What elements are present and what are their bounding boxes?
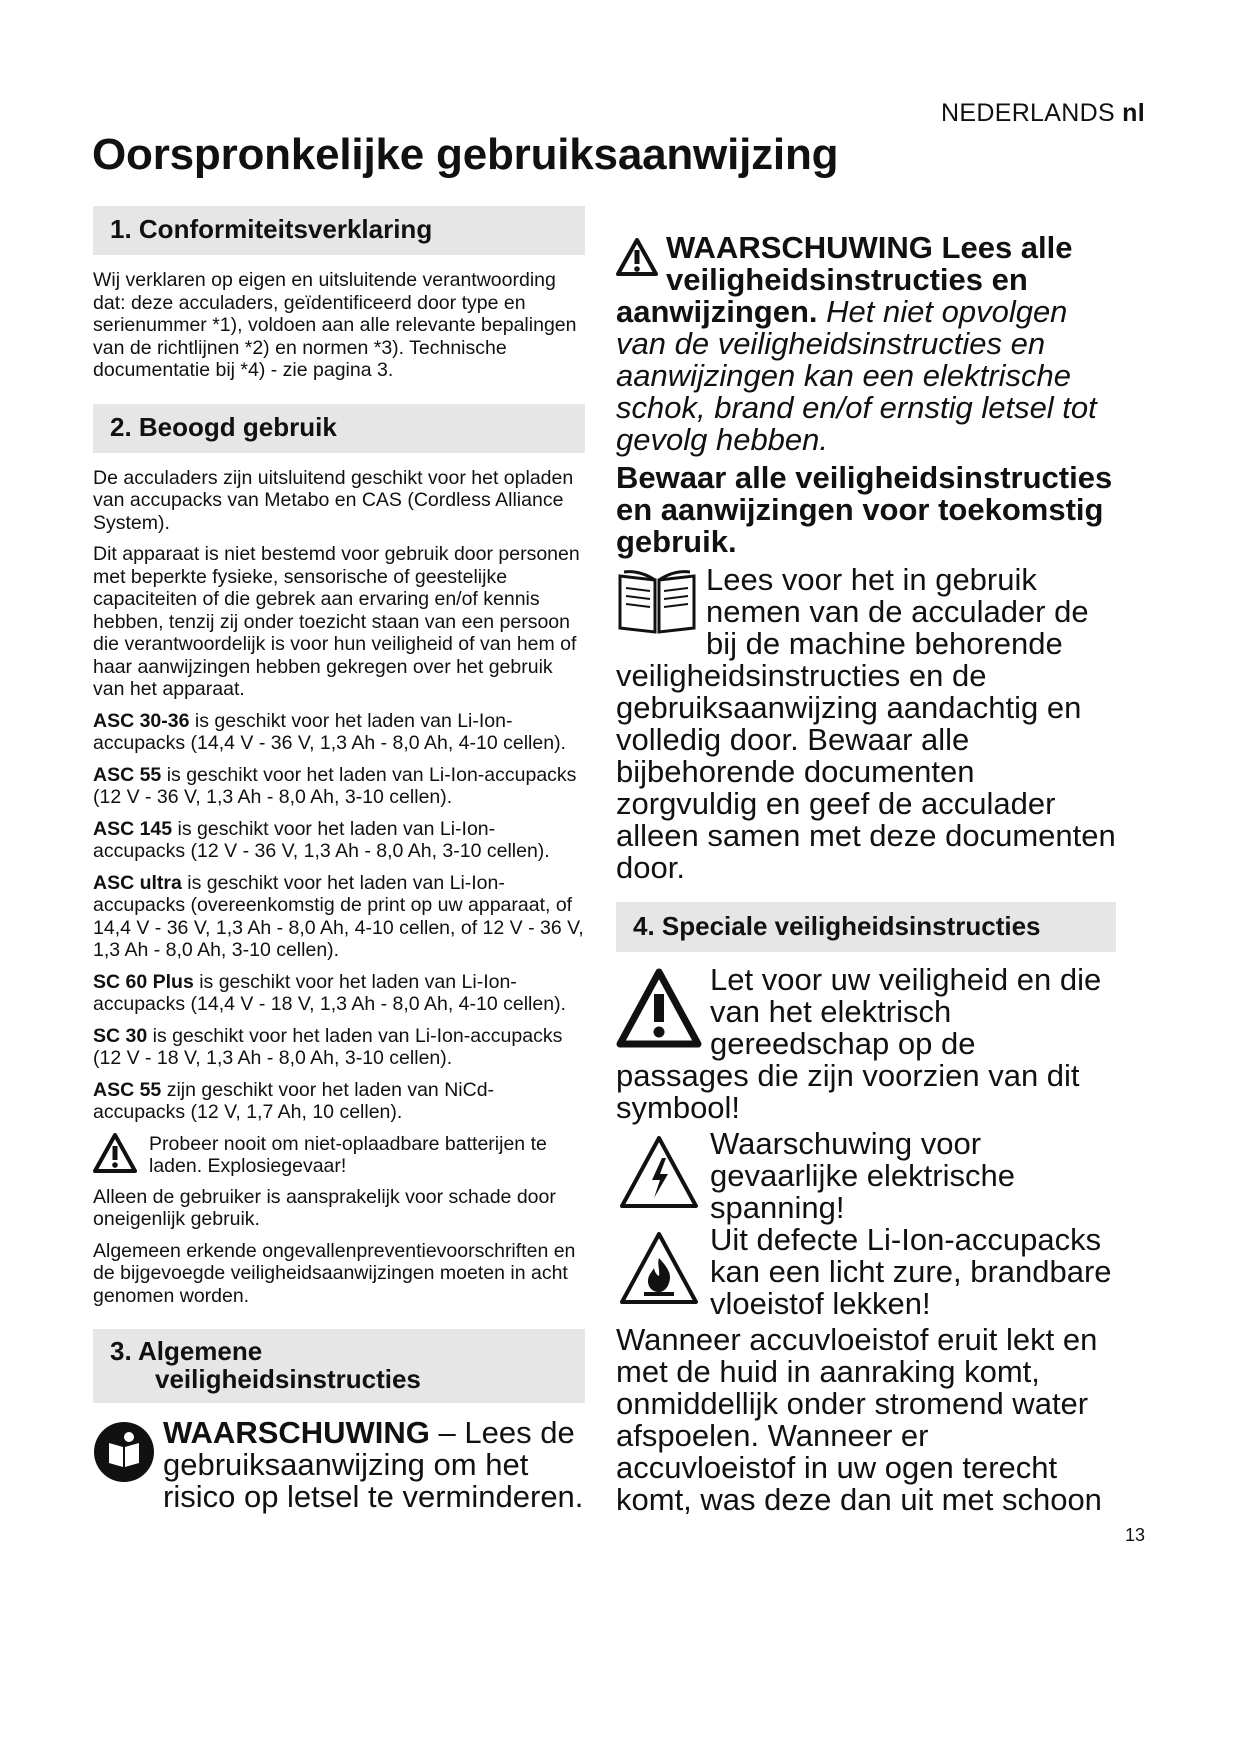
section-2-p4: Algemeen erkende ongevallenpreventievoorschriften en de bijgevoegde veiligheidsaanwijzingen moeten in acht genomen worden. (93, 1239, 576, 1307)
page-number: 13 (1124, 1525, 1145, 1545)
section-2-p2: Dit apparaat is niet bestemd voor gebruik door personen met beperkte fysieke, sensorische of geestelijke capaciteiten of die gebrek aan ervaring en/of kennis hebben, tenzij zij onder toezicht staan van een persoon die verantwoordelijk is voor hun veiligheid of van hem of haar aanwijzingen hebben gekregen over het gebruik van het apparaat. (93, 543, 580, 700)
section-2-body (93, 467, 585, 1308)
language-label: NEDERLANDS (941, 99, 1115, 127)
language-code: nl (1122, 99, 1145, 127)
general-warning-title: WAARSCHUWING Lees alle veiligheidsinstructies en aanwijzingen. (616, 230, 1073, 329)
section-2-p1: De acculaders zijn uitsluitend geschikt voor het opladen van accupacks van Metabo en CAS (Cordless Alliance System). (93, 466, 574, 534)
model-entry: ASC 55 is geschikt voor het laden van Li-Ion-accupacks (12 V - 36 V, 1,3 Ah - 8,0 Ah, 3-10 cellen). (93, 763, 577, 808)
section-3-heading: 3. Algemene veiligheidsinstructies (93, 1329, 585, 1403)
model-entry: ASC ultra is geschikt voor het laden van Li-Ion-accupacks (overeenkomstig de print op uw apparaat, of 14,4 V - 36 V, 1,3 Ah - 8,0 Ah, 4-10 cellen, of 12 V - 36 V, 1,3 Ah - 8,0 Ah, 3-10 cellen). (93, 871, 584, 961)
symbol-note-text: Let voor uw veiligheid en die van het elektrisch gereedschap op de passages die zijn voorzien van dit symbool! (616, 962, 1102, 1125)
model-name: ASC 55 (93, 763, 162, 786)
model-name: ASC ultra (93, 871, 182, 894)
voltage-warning-text: Waarschuwing voor gevaarlijke elektrische spanning! (710, 1126, 1015, 1225)
model-name: ASC 55 (93, 1078, 162, 1101)
section-1-heading: 1. Conformiteitsverklaring (93, 206, 585, 255)
explosion-warning (93, 1133, 585, 1178)
keep-instructions: Bewaar alle veiligheidsinstructies en aanwijzingen voor toekomstig gebruik. (616, 460, 1113, 559)
model-entry: ASC 30-36 is geschikt voor het laden van Li-Ion-accupacks (14,4 V - 36 V, 1,3 Ah - 8,0 Ah, 4-10 cellen). (93, 709, 566, 754)
model-entry: ASC 145 is geschikt voor het laden van Li-Ion-accupacks (12 V - 36 V, 1,3 Ah - 8,0 Ah, 3-10 cellen). (93, 817, 550, 862)
model-entry: ASC 55 zijn geschikt voor het laden van NiCd-accupacks (12 V, 1,7 Ah, 10 cellen). (93, 1078, 495, 1123)
symbol-note-block (616, 964, 1116, 1124)
section-4-heading: 4. Speciale veiligheidsinstructies (616, 902, 1116, 952)
flammable-warning-text: Uit defecte Li-Ion-accupacks kan een licht zure, brandbare vloeistof lekken! (710, 1222, 1112, 1321)
read-before-use-text: Lees voor het in gebruik nemen van de acculader de bij de machine behorende veiligheidsinstructies en de gebruiksaanwijzing aandachtig en volledig door. Bewaar alle bijbehorende documenten zorgvuldig en geef de acculader alleen samen met deze documenten door. (616, 562, 1116, 885)
page-title: Oorspronkelijke gebruiksaanwijzing (92, 130, 839, 179)
voltage-warning-block (616, 1128, 1116, 1224)
warning-triangle-icon (93, 1133, 137, 1178)
general-warning-text: Het niet opvolgen van de veiligheidsinstructies en aanwijzingen kan een elektrische schok, brand en/of ernstig letsel tot gevolg hebben. (616, 294, 1097, 457)
model-name: ASC 30-36 (93, 709, 190, 732)
explosion-warning-text: Probeer nooit om niet-oplaadbare batterijen te laden. Explosiegevaar! (149, 1132, 547, 1177)
section-3-read-manual (93, 1417, 585, 1513)
section-2-p3: Alleen de gebruiker is aansprakelijk voor schade door oneigenlijk gebruik. (93, 1185, 556, 1230)
model-name: SC 30 (93, 1024, 148, 1047)
section-2-heading: 2. Beoogd gebruik (93, 404, 585, 453)
section-1-text: Wij verklaren op eigen en uitsluitende verantwoording dat: deze acculaders, geïdentificeerd door type en serienummer *1), voldoen aan alle relevante bepalingen van de richtlijnen *2) en normen *3). Technische documentatie bij *4) - zie pagina 3. (93, 269, 577, 381)
model-entry: SC 30 is geschikt voor het laden van Li-Ion-accupacks (12 V - 18 V, 1,3 Ah - 8,0 Ah, 3-10 cellen). (93, 1024, 563, 1069)
warning-triangle-icon (616, 238, 658, 282)
warning-label: WAARSCHUWING (163, 1415, 430, 1450)
battery-fluid-text: Wanneer accuvloeistof eruit lekt en met de huid in aanraking komt, onmiddellijk onder stromend water afspoelen. Wanneer er accuvloeistof in uw ogen terecht komt, was deze dan uit met schoon (616, 1322, 1102, 1517)
model-entry: SC 60 Plus is geschikt voor het laden van Li-Ion-accupacks (14,4 V - 18 V, 1,3 Ah - 8,0 Ah, 4-10 cellen). (93, 970, 566, 1015)
high-voltage-icon (616, 1132, 702, 1218)
left-column (93, 206, 585, 1513)
right-column (616, 192, 1116, 1516)
flammable-warning-block (616, 1224, 1116, 1320)
model-name: SC 60 Plus (93, 970, 194, 993)
flammable-icon (616, 1228, 702, 1314)
model-name: ASC 145 (93, 817, 173, 840)
read-manual-icon (93, 1421, 155, 1489)
read-before-use-block (616, 564, 1116, 884)
warning-triangle-icon (616, 968, 702, 1054)
book-icon (616, 566, 698, 642)
language-header (941, 99, 1145, 128)
warning-text: – Lees de gebruiksaanwijzing om het risico op letsel te verminderen. (163, 1415, 584, 1514)
section-1-body (93, 269, 585, 382)
general-warning-block (616, 232, 1116, 456)
